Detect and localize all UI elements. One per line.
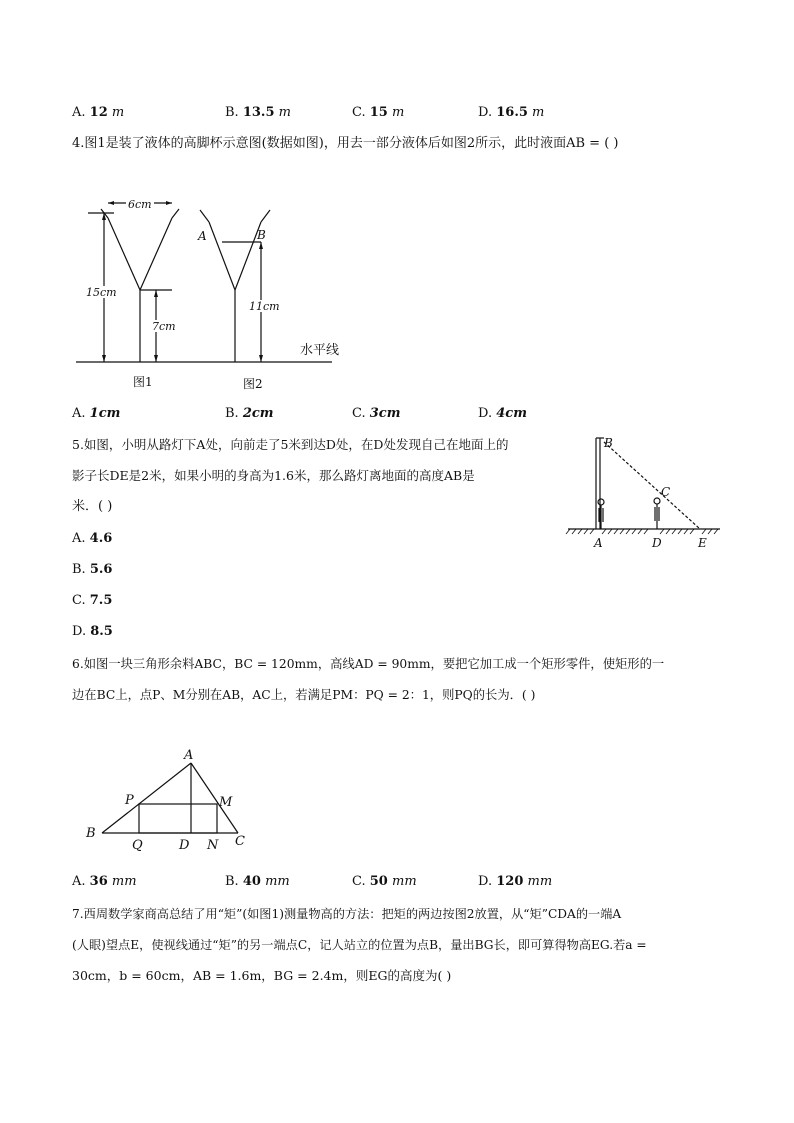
- q7-line-2: (人眼)望点E，使视线通过“矩”的另一端点C，记人站立的位置为点B，量出BG长，即可算得物高EG.若a =: [72, 938, 647, 952]
- q5-figure: [560, 430, 725, 552]
- q6-figure: [80, 744, 260, 856]
- person-d-icon: [654, 498, 660, 504]
- option-value: 4cm: [496, 406, 527, 421]
- option-letter: C.: [72, 593, 86, 608]
- side-ab: [102, 763, 191, 833]
- rectangle-pqnm: [139, 804, 217, 833]
- option-letter: A.: [72, 406, 86, 421]
- option-value: 13.5: [242, 105, 275, 120]
- point-a-label: A: [184, 748, 194, 763]
- q6-option-c[interactable]: [352, 874, 417, 889]
- option-value: 12: [89, 105, 108, 120]
- q6-line-2: 边在BC上，点P、M分别在AB，AC上，若满足PM：PQ = 2：1，则PQ的长为．( ): [72, 688, 536, 702]
- q6-option-d[interactable]: [478, 874, 552, 889]
- point-b-label: B: [257, 228, 266, 242]
- option-value: 3cm: [369, 406, 401, 421]
- option-letter: C.: [352, 406, 366, 421]
- q5-line-1: 5.如图，小明从路灯下A处，向前走了5米到达D处，在D处发现自己在地面上的: [72, 437, 509, 452]
- option-unit: m: [532, 105, 545, 120]
- option-letter: D.: [72, 624, 87, 639]
- option-value: 8.5: [90, 624, 113, 639]
- option-value: 50: [369, 874, 388, 889]
- point-d-label: D: [179, 838, 190, 853]
- option-letter: B.: [225, 874, 239, 889]
- point-m-label: M: [219, 795, 233, 810]
- point-b-label: B: [604, 436, 613, 450]
- option-unit: m: [278, 105, 291, 120]
- q5-option-b[interactable]: [72, 562, 112, 577]
- fig2-caption: 图2: [243, 377, 263, 391]
- q5-option-d[interactable]: [72, 624, 113, 639]
- point-p-label: P: [125, 793, 134, 808]
- option-letter: B.: [72, 562, 86, 577]
- fig2-height-label: 11cm: [249, 300, 280, 313]
- q4-option-a[interactable]: [72, 406, 120, 421]
- light-ray: [604, 442, 700, 529]
- point-b-label: B: [86, 826, 96, 841]
- option-letter: D.: [478, 105, 493, 120]
- option-unit: mm: [527, 874, 553, 889]
- option-unit: mm: [111, 874, 137, 889]
- point-a-label: A: [198, 229, 207, 243]
- option-value: 7.5: [89, 593, 113, 608]
- fig1-caption: 图1: [133, 375, 153, 389]
- point-a-label: A: [594, 536, 603, 550]
- fig1-width-label: 6cm: [128, 198, 152, 211]
- q7-line-1: 7.西周数学家商高总结了用“矩”(如图1)测量物高的方法：把矩的两边按图2放置，从“矩”CDA的一端A: [72, 907, 622, 921]
- ground-hatching: [566, 529, 718, 534]
- option-value: 40: [242, 874, 261, 889]
- q3-option-b[interactable]: [225, 105, 291, 120]
- person-a-icon: [598, 499, 604, 505]
- q6-line-1: 6.如图一块三角形余料ABC，BC = 120mm，高线AD = 90mm，要把它加工成一个矩形零件，使矩形的一: [72, 657, 665, 671]
- option-value: 36: [89, 874, 108, 889]
- q3-option-d[interactable]: [478, 105, 544, 120]
- option-value: 4.6: [89, 531, 113, 546]
- point-q-label: Q: [132, 838, 143, 853]
- option-value: 16.5: [496, 105, 528, 120]
- option-unit: mm: [265, 874, 290, 889]
- q5-line-2: 影子长DE是2米，如果小明的身高为1.6米，那么路灯离地面的高度AB是: [72, 468, 475, 483]
- q5-option-c[interactable]: [72, 593, 112, 608]
- option-letter: C.: [352, 105, 366, 120]
- q6-option-a[interactable]: [72, 874, 137, 889]
- fig2-left-side: [209, 222, 235, 290]
- option-unit: m: [392, 105, 405, 120]
- option-letter: B.: [225, 406, 239, 421]
- option-letter: A.: [72, 531, 86, 546]
- option-value: 15: [369, 105, 388, 120]
- option-letter: B.: [225, 105, 239, 120]
- fig1-left-side: [108, 218, 140, 290]
- horizon-label: 水平线: [300, 343, 340, 358]
- option-letter: D.: [478, 874, 493, 889]
- option-value: 1cm: [89, 406, 121, 421]
- option-letter: C.: [352, 874, 366, 889]
- point-c-label: C: [661, 485, 671, 499]
- option-letter: A.: [72, 105, 86, 120]
- option-value: 2cm: [242, 406, 274, 421]
- q4-figure: [60, 190, 360, 395]
- q4-option-b[interactable]: [225, 406, 274, 421]
- option-value: 120: [496, 874, 524, 889]
- point-d-label: D: [652, 536, 662, 550]
- fig1-right-side: [140, 218, 172, 290]
- q4-option-c[interactable]: [352, 406, 400, 421]
- option-letter: D.: [478, 406, 493, 421]
- option-letter: A.: [72, 874, 86, 889]
- q3-option-c[interactable]: [352, 105, 404, 120]
- point-e-label: E: [698, 536, 707, 550]
- fig1-stem-label: 7cm: [152, 320, 176, 333]
- q4-option-d[interactable]: [478, 406, 527, 421]
- option-unit: mm: [392, 874, 417, 889]
- q7-line-3: 30cm，b = 60cm，AB = 1.6m，BG = 2.4m，则EG的高度为( ): [72, 968, 452, 983]
- fig1-height-label: 15cm: [86, 286, 117, 299]
- option-value: 5.6: [89, 562, 113, 577]
- point-c-label: C: [235, 834, 245, 849]
- q5-option-a[interactable]: [72, 531, 112, 546]
- q3-option-a[interactable]: [72, 105, 124, 120]
- q4-question-text: 4.图1是装了液体的高脚杯示意图(数据如图)，用去一部分液体后如图2所示，此时液面AB = ( ): [72, 136, 619, 151]
- point-n-label: N: [207, 838, 219, 853]
- option-unit: m: [111, 105, 125, 120]
- q6-option-b[interactable]: [225, 874, 290, 889]
- q5-line-3: 米．( ): [72, 499, 113, 514]
